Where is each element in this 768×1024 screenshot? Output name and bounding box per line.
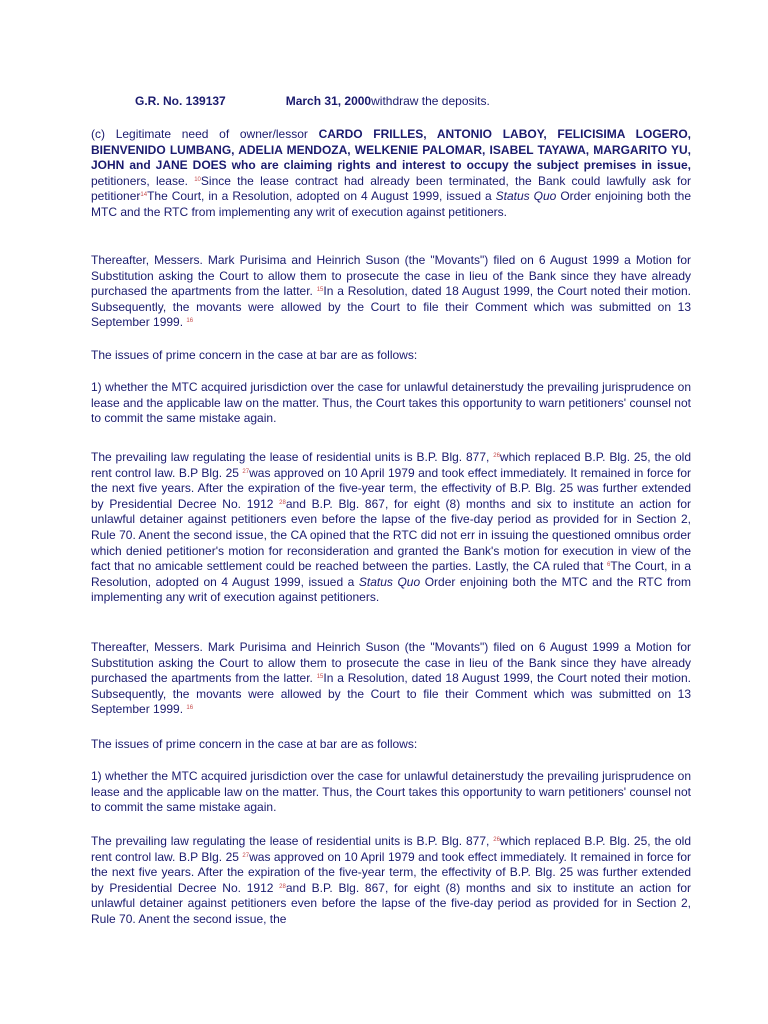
footnote-ref[interactable]: 26	[493, 837, 500, 843]
paragraph-text: The prevailing law regulating the lease of residential units is B.P. Blg. 877,	[91, 834, 494, 848]
paragraph-text: was approved on 10 April 1979 and took effect immediately. It remained in force for the next five years. After the expiration of the five-year term, the effectivity of B.P. Blg. 25 was further extended by Presidential Decree No. 1912	[91, 849, 691, 895]
footnote-ref[interactable]: 15	[316, 287, 324, 294]
paragraph-text: In a Resolution, dated 18 August 1999, the Court noted their motion. Subsequently, the movants were allowed by the Court to file their Comment which was submitted on 13 September 1999.	[91, 671, 691, 717]
footnote-ref[interactable]: 10	[194, 176, 201, 183]
paragraph-text: Order enjoining both the MTC and the RTC from implementing any writ of execution against petitioners.	[91, 189, 691, 219]
footnote-ref[interactable]: 28	[279, 499, 286, 506]
footnote-ref[interactable]: 28	[279, 883, 286, 890]
italic-term: Status Quo	[358, 574, 421, 589]
paragraph-text: which replaced B.P. Blg. 25, the old rent control law. B.P Blg. 25	[91, 834, 691, 864]
paragraph-text: and B.P. Blg. 867, for eight (8) months and six to institute an action for unlawful detainer against petitioners even before the lapse of the five-day period as provided for in Section 2, Rule 70. Anent the second issue, the CA opined that the RTC did not err in issuing the questioned omnibus order which denied petitioner's motion for reconsideration and granted the Bank's motion for execution in view of the fact that no amicable settlement could be reached between the parties. Lastly, the CA ruled that	[91, 496, 691, 574]
paragraph-issues: The issues of prime concern in the case at bar are as follows:	[91, 737, 418, 751]
paragraph-text: The Court, in a Resolution, adopted on 4 August 1999, issued a	[91, 559, 692, 589]
paragraph-jurisdiction: 1) whether the MTC acquired jurisdiction over the case for unlawful detainerstudy the prevailing jurisprudence on lease and the applicable law on the matter. Thus, the Court takes this opportunity to warn petitioners' counsel not to commit the same mistake again.	[91, 380, 691, 426]
paragraph-issues: The issues of prime concern in the case at bar are as follows:	[91, 348, 418, 362]
paragraph-text: which replaced B.P. Blg. 25, the old rent control law. B.P Blg. 25	[91, 450, 691, 480]
paragraph-text: Since the lease contract had already been terminated, the Bank could lawfully ask for petitioner	[91, 173, 692, 204]
italic-term: Status Quo	[495, 189, 557, 204]
footnote-ref[interactable]: 16	[186, 705, 194, 712]
paragraph-movants	[91, 253, 691, 331]
paragraph-text: Thereafter, Messers. Mark Purisima and Heinrich Suson (the "Movants") filed on 6 August 1999 a Motion for Substitution asking the Court to allow them to prosecute the case in lieu of the Bank since they have already purchased the apartments from the latter.	[91, 640, 691, 686]
paragraph-text: petitioners, lease.	[91, 173, 195, 188]
footnote-ref[interactable]: 27	[242, 468, 250, 475]
paragraph-text: and B.P. Blg. 867, for eight (8) months and six to institute an action for unlawful detainer against petitioners even before the lapse of the five-day period as provided for in Section 2, Rule 70. Anent the second issue, the	[91, 880, 691, 926]
header-tail: withdraw the deposits.	[371, 94, 490, 108]
case-header	[135, 94, 490, 109]
paragraph-prevailing-law	[91, 834, 691, 928]
footnote-ref[interactable]: 27	[242, 852, 250, 859]
paragraph-movants	[91, 640, 691, 718]
paragraph-text: Order enjoining both the MTC and the RTC from implementing any writ of execution against petitioners.	[91, 574, 691, 605]
footnote-ref[interactable]: 14	[140, 192, 148, 199]
footnote-ref[interactable]: 6	[607, 562, 611, 569]
paragraph-prevailing-law	[91, 450, 691, 606]
paragraph-text: (c) Legitimate need of owner/lessor	[91, 127, 319, 141]
footnote-ref[interactable]: 15	[316, 674, 324, 681]
paragraph-text: was approved on 10 April 1979 and took effect immediately. It remained in force for the next five years. After the expiration of the five-year term, the effectivity of B.P. Blg. 25 was further extended by Presidential Decree No. 1912	[91, 465, 691, 511]
paragraph-text: The prevailing law regulating the lease of residential units is B.P. Blg. 877,	[91, 450, 494, 464]
paragraph-text: The Court, in a Resolution, adopted on 4 August 1999, issued a	[147, 189, 496, 204]
paragraph-jurisdiction: 1) whether the MTC acquired jurisdiction over the case for unlawful detainerstudy the prevailing jurisprudence on lease and the applicable law on the matter. Thus, the Court takes this opportunity to warn petitioners' counsel not to commit the same mistake again.	[91, 769, 691, 815]
petitioner-names: CARDO FRILLES, ANTONIO LABOY, FELICISIMA LOGERO, BIENVENIDO LUMBANG, ADELIA MENDOZA, WELKENIE PALOMAR, ISABEL TAYAWA, MARGARITO YU, JOHN and JANE DOES who are claiming rights and interest to occupy the subject premises in issue,	[91, 127, 691, 173]
case-date: March 31, 2000	[285, 94, 372, 108]
paragraph-text: Thereafter, Messers. Mark Purisima and Heinrich Suson (the "Movants") filed on 6 August 1999 a Motion for Substitution asking the Court to allow them to prosecute the case in lieu of the Bank since they have already purchased the apartments from the latter.	[91, 253, 691, 299]
footnote-ref[interactable]: 26	[493, 453, 500, 459]
footnote-ref[interactable]: 16	[186, 318, 194, 325]
case-number: G.R. No. 139137	[135, 94, 226, 108]
paragraph-petitioners	[91, 127, 691, 221]
paragraph-text: In a Resolution, dated 18 August 1999, the Court noted their motion. Subsequently, the movants were allowed by the Court to file their Comment which was submitted on 13 September 1999.	[91, 284, 691, 330]
